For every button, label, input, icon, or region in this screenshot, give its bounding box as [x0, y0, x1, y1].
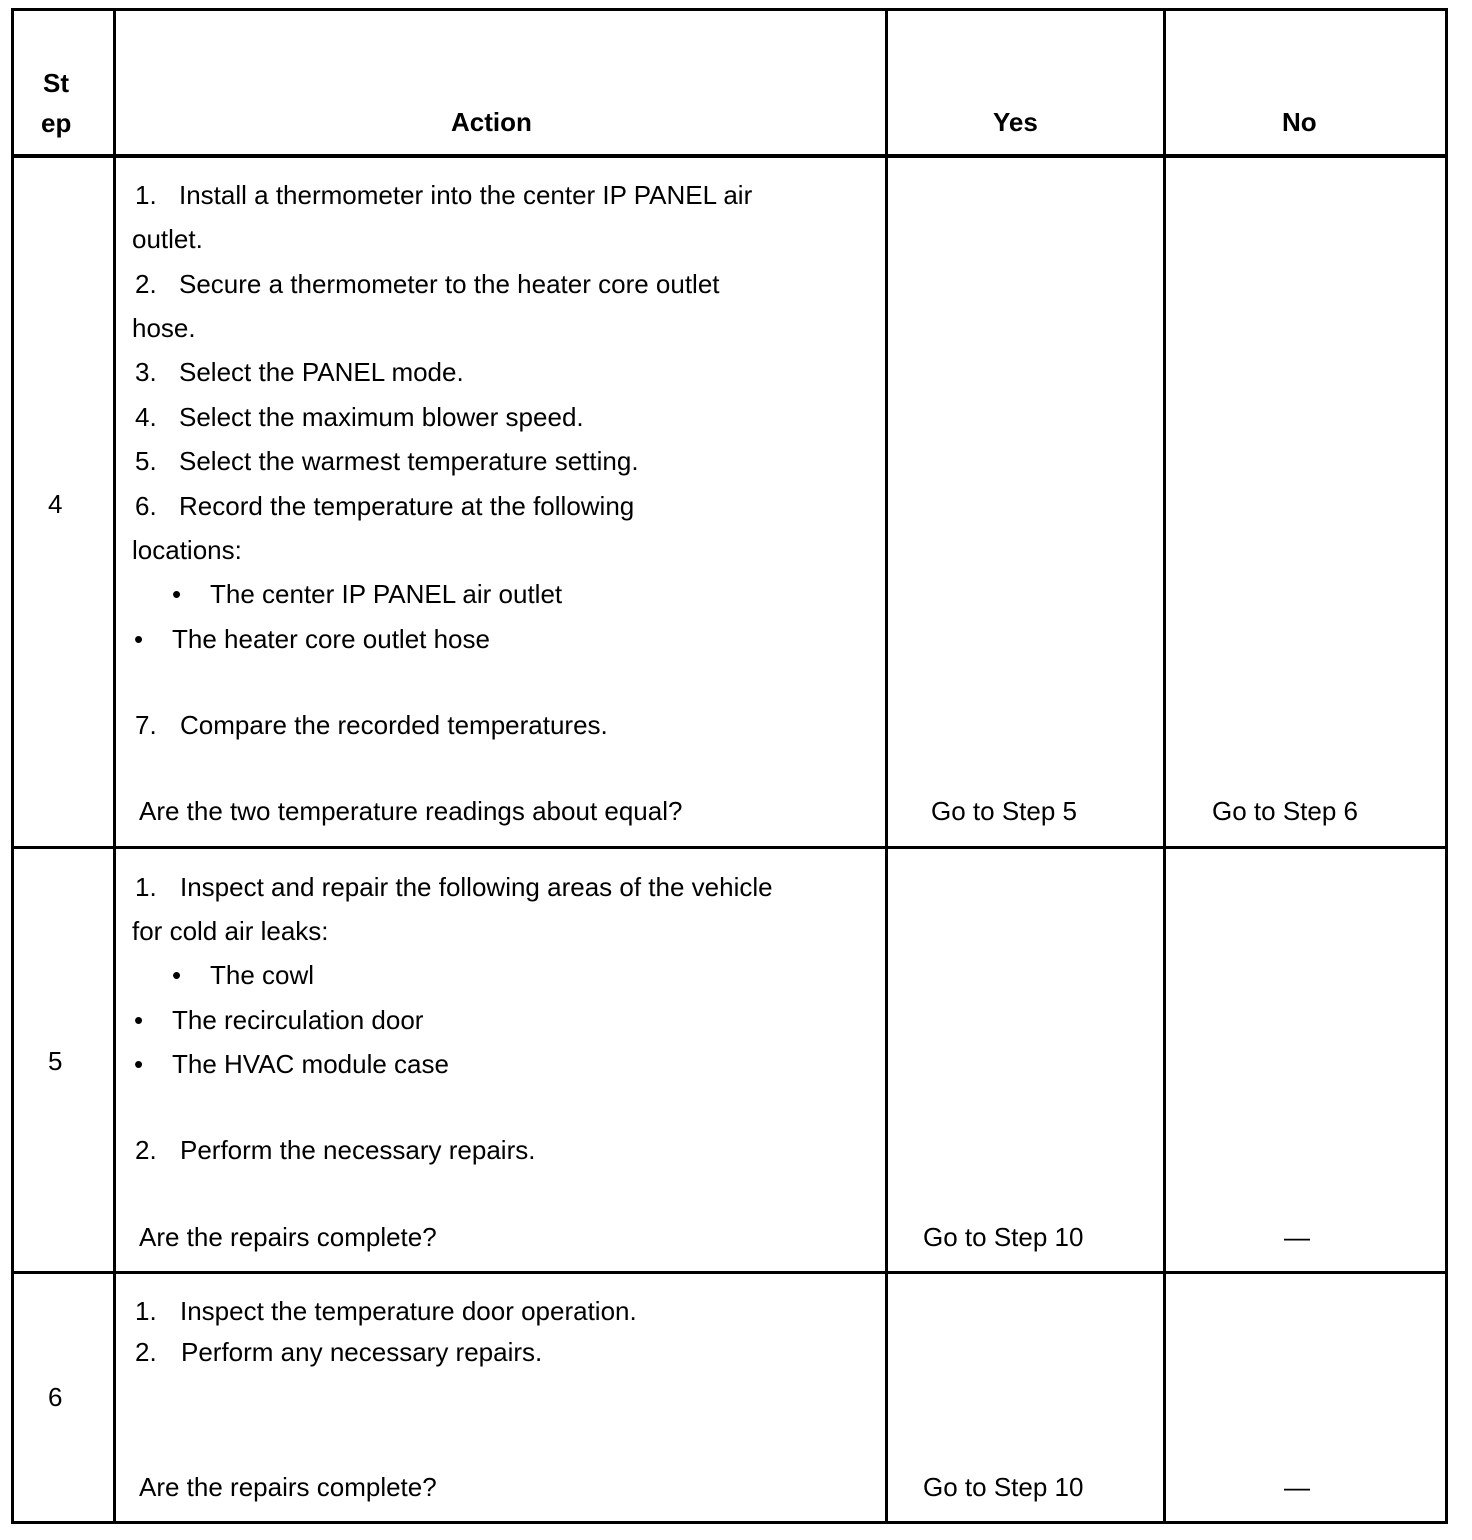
- action-item-number: 6.: [135, 491, 157, 521]
- yes-outcome: Go to Step 10: [923, 1472, 1084, 1502]
- action-item-text: Select the PANEL mode.: [179, 357, 464, 387]
- bullet-icon: •: [134, 624, 144, 654]
- action-item-text: Select the warmest temperature setting.: [179, 446, 639, 476]
- header-step-line2: ep: [41, 108, 72, 138]
- header-bottom-line: [11, 154, 1448, 158]
- action-item-number: 5.: [135, 446, 157, 476]
- no-outcome: —: [1284, 1222, 1310, 1252]
- action-item-text: The heater core outlet hose: [172, 624, 490, 654]
- action-item-text: hose.: [132, 313, 196, 343]
- bullet-icon: •: [172, 960, 182, 990]
- action-item-text: Select the maximum blower speed.: [179, 402, 584, 432]
- action-item-number: 2.: [135, 269, 157, 299]
- action-item-text: Install a thermometer into the center IP PANEL air: [179, 180, 753, 210]
- action-item-text: The recirculation door: [172, 1005, 424, 1035]
- row-divider: [11, 1271, 1448, 1274]
- action-item-number: 2.: [135, 1135, 157, 1165]
- action-item-text: Perform any necessary repairs.: [181, 1337, 543, 1367]
- action-item-text: Perform the necessary repairs.: [180, 1135, 536, 1165]
- action-item-text: The cowl: [210, 960, 315, 990]
- column-divider: [113, 8, 116, 1524]
- bullet-icon: •: [172, 579, 182, 609]
- action-question: Are the two temperature readings about equal?: [139, 796, 683, 826]
- no-outcome: Go to Step 6: [1212, 796, 1358, 826]
- action-question: Are the repairs complete?: [139, 1472, 437, 1502]
- bullet-icon: •: [134, 1005, 144, 1035]
- action-item-text: Secure a thermometer to the heater core outlet: [179, 269, 720, 299]
- action-item-number: 1.: [135, 872, 157, 902]
- header-step-line1: St: [43, 68, 69, 98]
- action-item-text: Inspect and repair the following areas of the vehicle: [180, 872, 773, 902]
- column-divider: [1163, 8, 1166, 1524]
- header-action: Action: [451, 107, 532, 137]
- action-item-number: 1.: [135, 180, 157, 210]
- column-divider: [885, 8, 888, 1524]
- action-item-text: Record the temperature at the following: [179, 491, 635, 521]
- bullet-icon: •: [134, 1049, 144, 1079]
- action-question: Are the repairs complete?: [139, 1222, 437, 1252]
- action-item-text: The center IP PANEL air outlet: [210, 579, 563, 609]
- action-item-text: locations:: [132, 535, 242, 565]
- table-border-bottom: [11, 1521, 1448, 1524]
- yes-outcome: Go to Step 10: [923, 1222, 1084, 1252]
- action-item-text: The HVAC module case: [172, 1049, 449, 1079]
- step-number: 4: [48, 489, 63, 519]
- action-item-text: Inspect the temperature door operation.: [180, 1296, 637, 1326]
- header-yes: Yes: [993, 107, 1038, 137]
- table-border-top: [11, 8, 1448, 11]
- row-divider: [11, 846, 1448, 849]
- action-item-number: 7.: [135, 710, 157, 740]
- action-item-text: for cold air leaks:: [132, 916, 329, 946]
- step-number: 5: [48, 1046, 63, 1076]
- yes-outcome: Go to Step 5: [931, 796, 1077, 826]
- action-item-text: Compare the recorded temperatures.: [180, 710, 608, 740]
- action-item-number: 1.: [135, 1296, 157, 1326]
- action-item-text: outlet.: [132, 224, 203, 254]
- action-item-number: 3.: [135, 357, 157, 387]
- table-border-right: [1445, 8, 1448, 1524]
- step-number: 6: [48, 1382, 63, 1412]
- header-no: No: [1282, 107, 1317, 137]
- action-item-number: 4.: [135, 402, 157, 432]
- table-border-left: [11, 8, 14, 1524]
- action-item-number: 2.: [135, 1337, 157, 1367]
- no-outcome: —: [1284, 1472, 1310, 1502]
